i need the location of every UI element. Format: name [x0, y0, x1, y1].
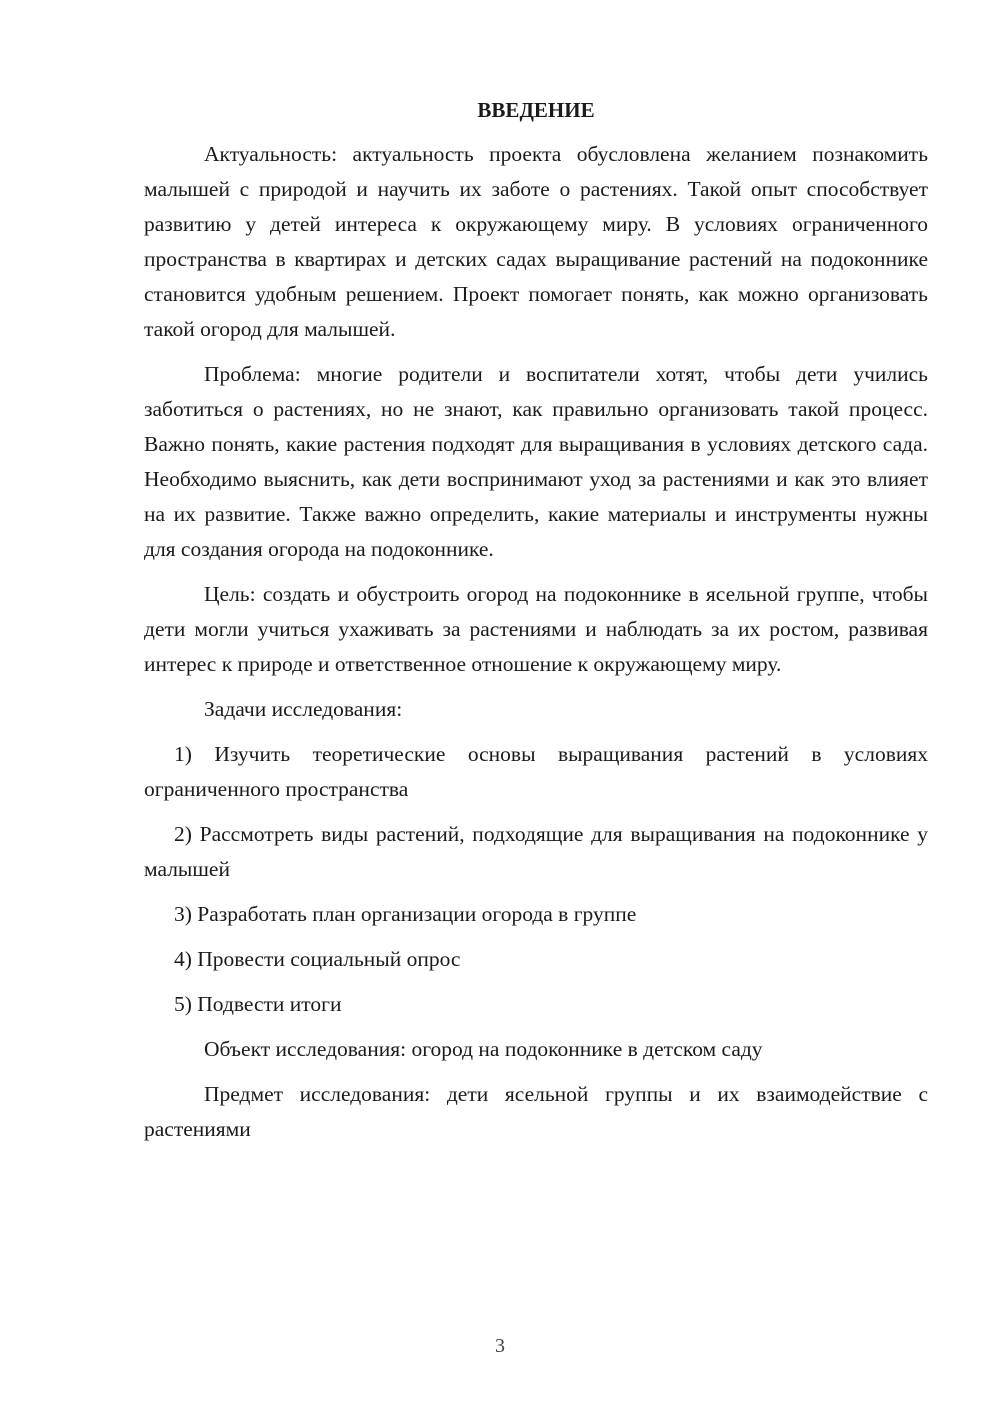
relevance-paragraph: Актуальность: актуальность проекта обусловлена желанием познакомить малышей с природой и научить их заботе о растениях. Такой опыт способствует развитию у детей интереса к окружающему миру. В условиях ограниченного пространства в квартирах и детских садах выращивание растений на подоконнике становится удобным решением. Проект помогает понять, как можно организовать такой огород для малышей. [144, 142, 928, 341]
task-item-3: 3) Разработать план организации огорода в группе [174, 902, 637, 926]
task-item-5: 5) Подвести итоги [174, 992, 342, 1016]
problem-paragraph: Проблема: многие родители и воспитатели хотят, чтобы дети учились заботиться о растениях, но не знают, как правильно организовать такой процесс. Важно понять, какие растения подходят для выращивания в условиях детского сада. Необходимо выяснить, как дети воспринимают уход за растениями и как это влияет на их развитие. Также важно определить, какие материалы и инструменты нужны для создания огорода на подоконнике. [144, 362, 928, 561]
research-object: Объект исследования: огород на подоконнике в детском саду [204, 1037, 763, 1061]
page-number: 3 [495, 1335, 505, 1357]
goal-paragraph: Цель: создать и обустроить огород на подоконнике в ясельной группе, чтобы дети могли учиться ухаживать за растениями и наблюдать за их ростом, развивая интерес к природе и ответственное отношение к окружающему миру. [144, 582, 928, 676]
research-subject: Предмет исследования: дети ясельной группы и их взаимодействие с растениями [144, 1082, 928, 1141]
document-page [144, 93, 928, 1157]
task-item-2: 2) Рассмотреть виды растений, подходящие для выращивания на подоконнике у малышей [144, 822, 928, 881]
task-item-4: 4) Провести социальный опрос [174, 947, 461, 971]
section-heading: ВВЕДЕНИЕ [477, 98, 595, 122]
task-item-1: 1) Изучить теоретические основы выращивания растений в условиях ограниченного пространства [144, 742, 928, 801]
tasks-title: Задачи исследования: [204, 697, 403, 721]
